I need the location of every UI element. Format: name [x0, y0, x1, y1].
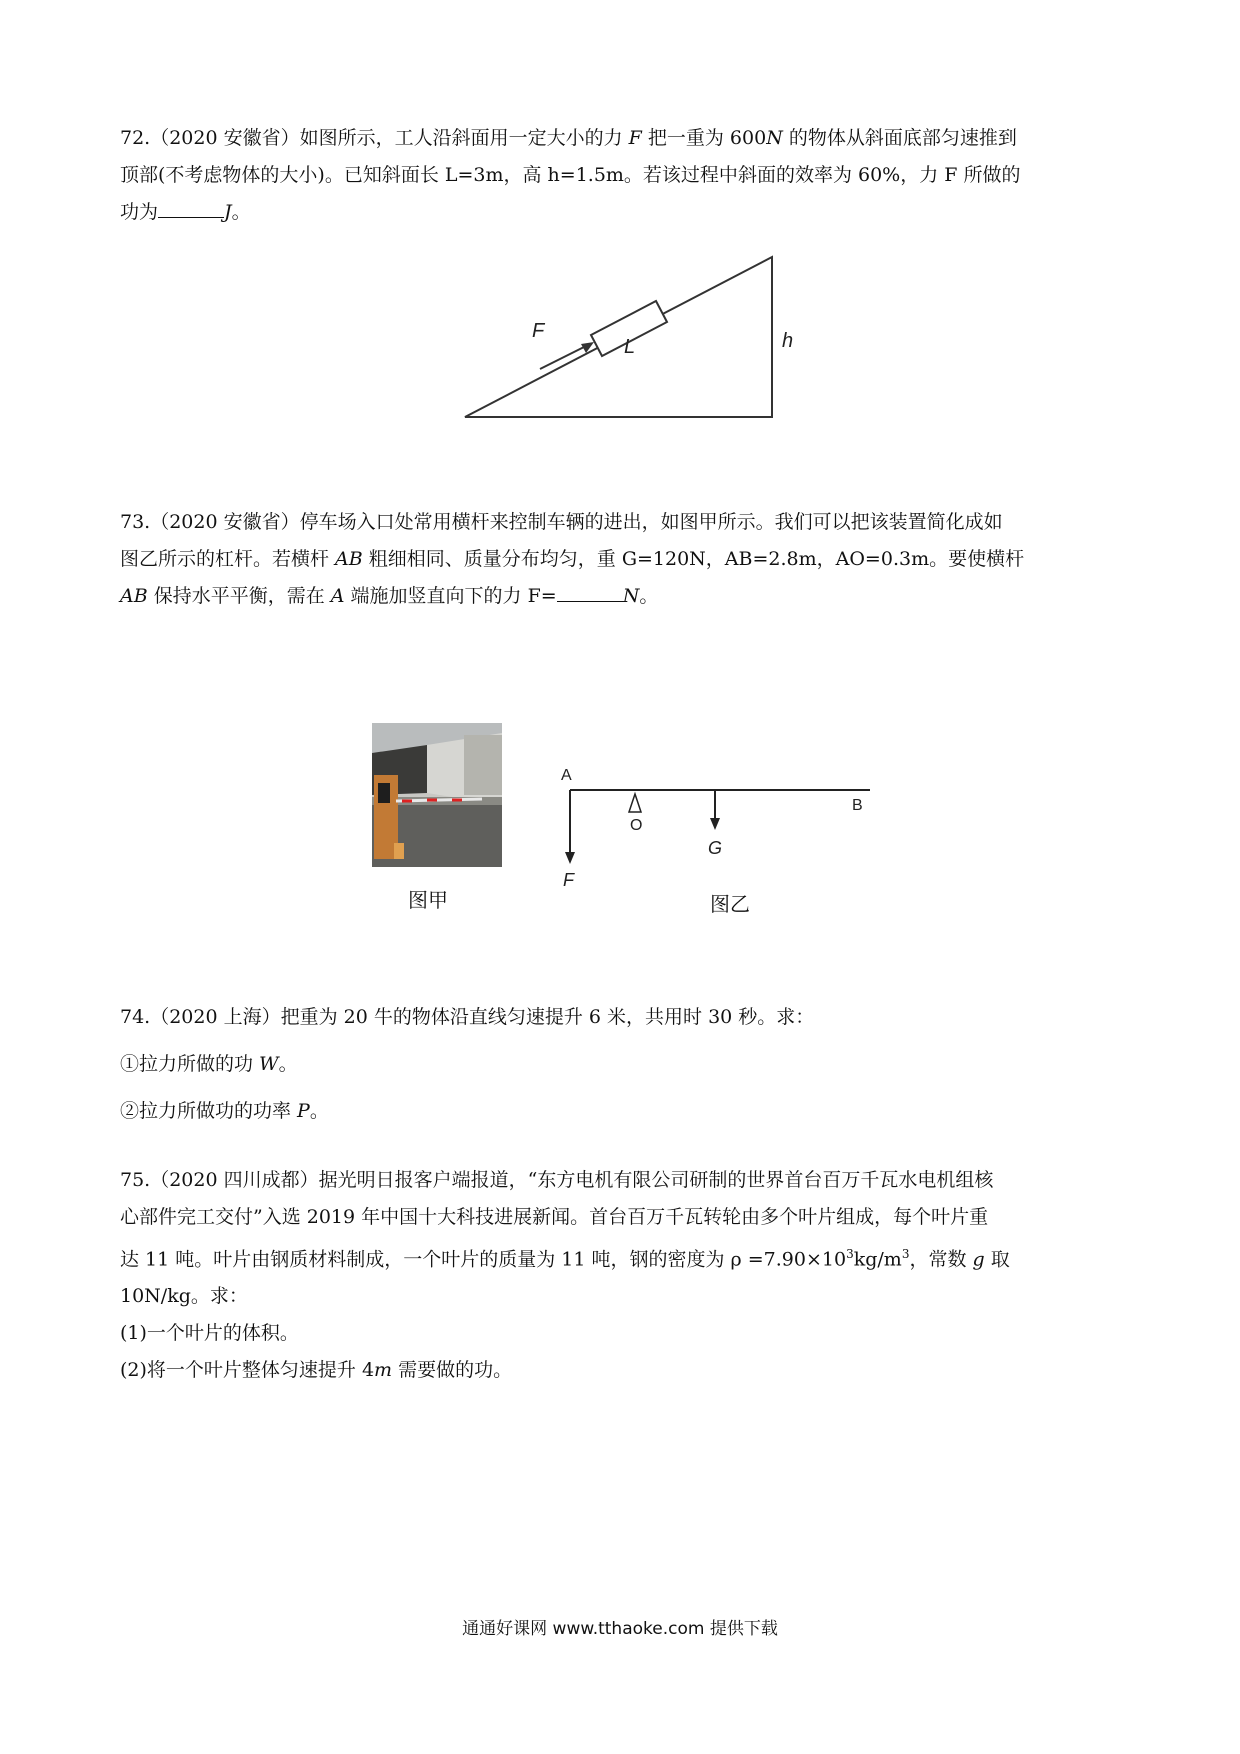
- q72-line-1: 72.（2020 安徽省）如图所示，工人沿斜面用一定大小的力 F 把一重为 600N 的物体从斜面底部匀速推到: [120, 127, 1017, 149]
- q74-line-1: 74.（2020 上海）把重为 20 牛的物体沿直线匀速提升 6 米，共用时 30 秒。求：: [120, 1006, 815, 1028]
- label-O: O: [630, 817, 643, 834]
- q72-line-3: 功为 J。: [120, 194, 1130, 231]
- page-footer: 通通好课网 www.tthaoke.com 提供下载: [462, 1619, 778, 1639]
- q74-sub-1: ①拉力所做的功 W。: [120, 1053, 298, 1075]
- q73-line-2: 图乙所示的杠杆。若横杆 AB 粗细相同、质量分布均匀，重 G=120N，AB=2.8m，AO=0.3m。要使横杆: [120, 548, 1025, 570]
- label-F: F: [563, 870, 574, 890]
- q75-line-2: 心部件完工交付”入选 2019 年中国十大科技进展新闻。首台百万千瓦转轮由多个叶片组成，每个叶片重: [120, 1206, 989, 1228]
- q73-line-1: 73.（2020 安徽省）停车场入口处常用横杆来控制车辆的进出，如图甲所示。我们可以把该装置简化成如: [120, 511, 1003, 533]
- gravity-G-arrowhead: [710, 818, 720, 830]
- parking-barrier-photo: [372, 723, 502, 867]
- answer-blank: [557, 579, 623, 602]
- q75-line-5: (1)一个叶片的体积。: [120, 1322, 299, 1345]
- label-A: A: [561, 767, 572, 784]
- label-h: h: [782, 330, 794, 352]
- force-F-arrowhead: [565, 852, 575, 864]
- question-73: [120, 504, 1130, 615]
- fulcrum: [629, 794, 641, 812]
- label-G: G: [708, 838, 723, 858]
- q73-line-3: AB 保持水平平衡，需在 A 端施加竖直向下的力 F= N。: [120, 578, 1130, 615]
- q75-line-3: 达 11 吨。叶片由钢质材料制成，一个叶片的质量为 11 吨，钢的密度为 $\rho =7.90\times 10^3kg/m^3$，常数 g 取: [120, 1247, 1010, 1271]
- q75-line-4: 10N/kg。求：: [120, 1285, 248, 1308]
- label-B: B: [852, 797, 863, 814]
- question-75: [120, 1162, 1130, 1389]
- answer-blank: [158, 195, 224, 218]
- question-72: [120, 120, 1130, 231]
- q74-sub-2: ②拉力所做功的功率 P。: [120, 1100, 329, 1122]
- q72-line-2: 顶部(不考虑物体的大小)。已知斜面长 L=3m，高 h=1.5m。若该过程中斜面的效率为 60%，力 F 所做的: [120, 164, 1021, 186]
- q75-line-6: (2)将一个叶片整体匀速提升 4m 需要做的功。: [120, 1359, 513, 1382]
- label-L: L: [624, 336, 636, 358]
- caption-yi: 图乙: [710, 892, 750, 916]
- question-74: [120, 994, 1130, 1135]
- incline-diagram: [440, 245, 794, 430]
- caption-jia: 图甲: [408, 888, 448, 912]
- label-F: F: [532, 320, 545, 342]
- q75-line-1: 75.（2020 四川成都）据光明日报客户端报道，“东方电机有限公司研制的世界首台百万千瓦水电机组核: [120, 1169, 994, 1191]
